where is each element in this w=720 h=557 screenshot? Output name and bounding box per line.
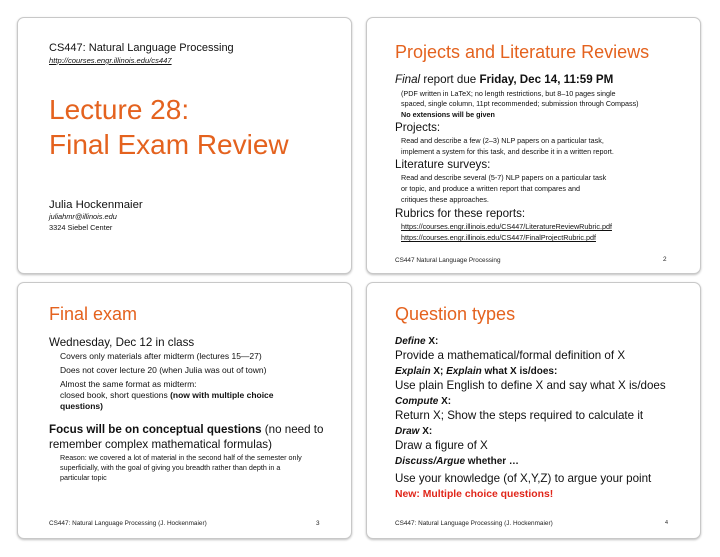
- draw-kw: Draw: [395, 426, 420, 437]
- footer-text: CS447 Natural Language Processing: [395, 257, 501, 264]
- multiple-choice-note: New: Multiple choice questions!: [395, 489, 554, 500]
- final-sub-1: (PDF written in LaTeX; no length restrictions, but 8–10 pages single: [401, 89, 616, 98]
- bullet-not-cover: Does not cover lecture 20 (when Julia was out of town): [60, 365, 267, 375]
- author-name: Julia Hockenmaier: [49, 199, 143, 211]
- course-name: CS447: Natural Language Processing: [49, 42, 234, 54]
- explain-kw1: Explain: [395, 366, 431, 377]
- bullet-format-3: questions): [60, 401, 103, 411]
- define-kw: Define: [395, 336, 426, 347]
- explain-kw2: Explain: [446, 366, 482, 377]
- focus-bold: Focus will be on conceptual questions: [49, 423, 262, 436]
- explain-rest: what X is/does:: [481, 366, 558, 377]
- compute-desc: Return X; Show the steps required to calculate it: [395, 409, 644, 422]
- compute-kw: Compute: [395, 396, 439, 407]
- page-number: 4: [665, 520, 668, 526]
- focus-line-2: remember complex mathematical formulas): [49, 438, 272, 451]
- reason-3: particular topic: [60, 473, 107, 482]
- discuss-head: [395, 456, 519, 467]
- explain-mid: X;: [430, 366, 447, 377]
- lit-sub-1: Read and describe several (5-7) NLP papers on a particular task: [401, 173, 607, 182]
- bullet-covers: Covers only materials after midterm (lectures 15—27): [60, 351, 262, 361]
- slide-2-projects: [366, 17, 701, 274]
- lecture-title-line1: Lecture 28:: [49, 94, 190, 125]
- author-email: juliahmr@illinois.edu: [49, 212, 117, 221]
- discuss-rest: whether …: [465, 456, 519, 467]
- slide-4-question-types: [366, 282, 701, 539]
- slide-title: Final exam: [49, 304, 138, 324]
- exam-date: Wednesday, Dec 12 in class: [49, 336, 195, 349]
- define-x: X:: [425, 336, 439, 347]
- projects-heading: Projects:: [395, 121, 441, 134]
- course-url[interactable]: http://courses.engr.illinois.edu/cs447: [49, 56, 172, 65]
- footer-text: CS447: Natural Language Processing (J. Hockenmaier): [49, 520, 207, 527]
- compute-x: X:: [438, 396, 452, 407]
- slide-title: Projects and Literature Reviews: [395, 42, 650, 62]
- format-bold: (now with multiple choice: [170, 390, 274, 400]
- reason-2: superficially, with the goal of giving you breadth rather than depth in a: [60, 463, 281, 472]
- bullet-format-2: [60, 390, 274, 401]
- final-deadline: Friday, Dec 14, 11:59 PM: [479, 73, 614, 86]
- final-sub-2: spaced, single column, 11pt recommended; submission through Compass): [401, 99, 639, 108]
- page-number: 3: [316, 520, 320, 527]
- reason-1: Reason: we covered a lot of material in the second half of the semester only: [60, 453, 302, 462]
- explain-desc: Use plain English to define X and say what X is/does: [395, 379, 666, 392]
- final-rest: report due: [420, 73, 480, 86]
- compute-head: [395, 396, 451, 407]
- draw-x: X:: [419, 426, 433, 437]
- focus-line-1: [49, 423, 323, 437]
- bullet-format-1: Almost the same format as midterm:: [60, 379, 197, 389]
- lit-heading: Literature surveys:: [395, 158, 491, 171]
- final-report-line: [395, 73, 613, 87]
- discuss-kw: Discuss/Argue: [395, 456, 466, 467]
- rubric-link-lit[interactable]: https://courses.engr.illinois.edu/CS447/LiteratureReviewRubric.pdf: [401, 222, 612, 231]
- rubrics-heading: Rubrics for these reports:: [395, 207, 526, 220]
- slide-3-final-exam: [17, 282, 352, 539]
- define-head: [395, 336, 438, 347]
- slide-1-title: [17, 17, 352, 274]
- rubric-link-project[interactable]: https://courses.engr.illinois.edu/CS447/FinalProjectRubric.pdf: [401, 233, 596, 242]
- projects-sub-1: Read and describe a few (2–3) NLP papers on a particular task,: [401, 136, 604, 145]
- lecture-title-line2: Final Exam Review: [49, 129, 289, 160]
- slide-title: Question types: [395, 304, 516, 324]
- final-italic: Final: [395, 73, 421, 86]
- page-number: 2: [663, 256, 667, 263]
- discuss-desc: Use your knowledge (of X,Y,Z) to argue your point: [395, 472, 652, 485]
- author-office: 3324 Siebel Center: [49, 223, 113, 232]
- define-desc: Provide a mathematical/formal definition of X: [395, 349, 626, 362]
- no-extensions: No extensions will be given: [401, 110, 495, 119]
- footer-text: CS447: Natural Language Processing (J. Hockenmaier): [395, 520, 553, 527]
- lit-sub-2: or topic, and produce a written report that compares and: [401, 184, 580, 193]
- lit-sub-3: critiques these approaches.: [401, 195, 489, 204]
- draw-desc: Draw a figure of X: [395, 439, 488, 452]
- explain-head: [395, 366, 557, 377]
- projects-sub-2: implement a system for this task, and describe it in a written report.: [401, 147, 614, 156]
- focus-rest: (no need to: [261, 423, 324, 436]
- draw-head: [395, 426, 432, 437]
- format-plain: closed book, short questions: [60, 390, 171, 400]
